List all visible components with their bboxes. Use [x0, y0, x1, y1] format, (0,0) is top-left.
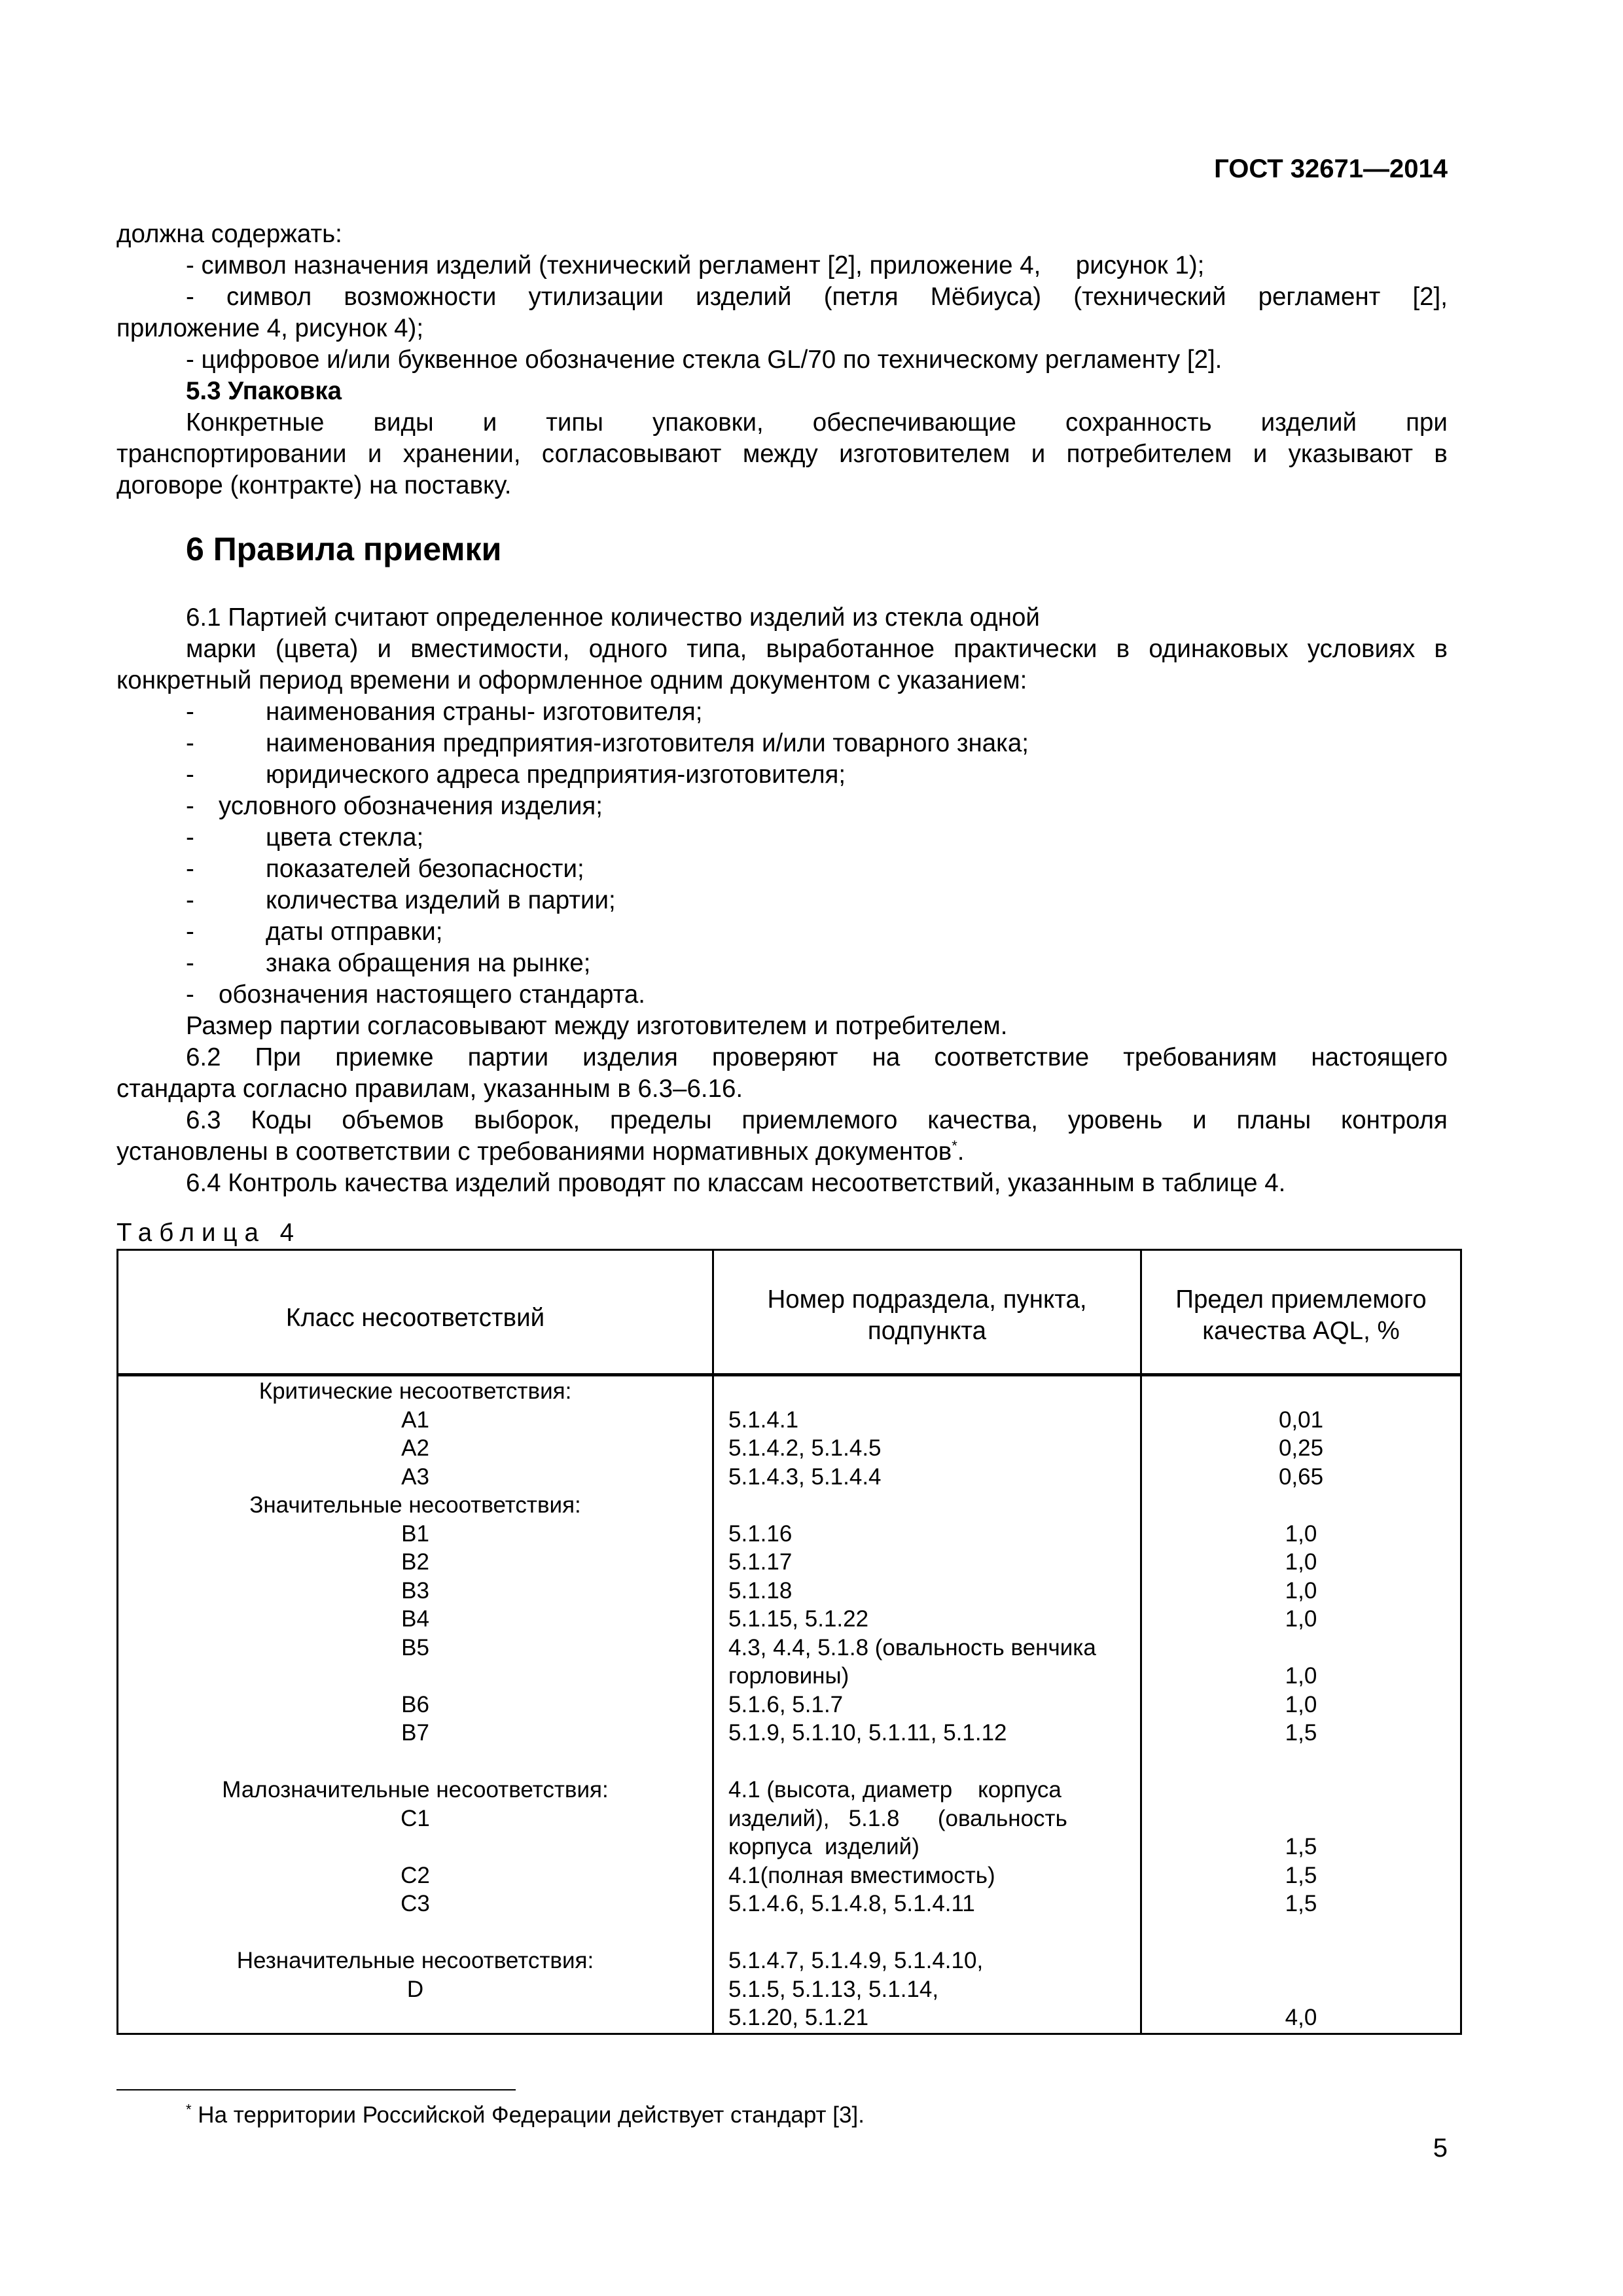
table-cell-class: C1	[401, 1805, 430, 1831]
justified-line	[116, 439, 1448, 470]
list-item: юридического адреса предприятия-изготовителя;	[266, 761, 846, 789]
table-cell-aql: 1,5	[1285, 1834, 1317, 1859]
table-cell-aql: 1,5	[1285, 1720, 1317, 1746]
table-title: Таблица 4	[116, 1219, 302, 1247]
table-header-class: Класс несоответствий	[285, 1304, 545, 1332]
word: при	[1406, 408, 1448, 437]
justified-line	[186, 634, 1448, 665]
paragraph-line: конкретный период времени и оформленное одним документом с указанием:	[116, 666, 1027, 694]
word: Коды	[251, 1106, 312, 1134]
word: и	[1192, 1106, 1207, 1134]
table-cell-class: C2	[401, 1862, 430, 1888]
word: транспортировании	[116, 440, 347, 468]
word: обеспечивающие	[812, 408, 1016, 437]
word: символ	[226, 283, 312, 311]
word: изготовителем	[839, 440, 1010, 468]
paragraph-line	[116, 1136, 964, 1168]
table-cell-class: B7	[401, 1720, 429, 1746]
word: объемов	[342, 1106, 444, 1134]
table-cell-aql: 1,0	[1285, 1577, 1317, 1604]
table-cell-class: B5	[401, 1634, 429, 1660]
word: потребителем	[1066, 440, 1232, 468]
word: и	[367, 440, 382, 468]
list-item: количества изделий в партии;	[266, 886, 616, 914]
word: проверяют	[711, 1043, 838, 1071]
footnote-mark: *	[186, 2101, 192, 2118]
table-header-aql	[1142, 1284, 1460, 1347]
word: утилизации	[528, 283, 664, 311]
table-cell-aql: 1,0	[1285, 1549, 1317, 1575]
table-cell-class: B4	[401, 1606, 429, 1632]
paragraph-line: 6.1 Партией считают определенное количество изделий из стекла одной	[186, 603, 1040, 632]
list-item: наименования страны- изготовителя;	[266, 698, 703, 726]
word: типы	[546, 408, 603, 437]
header-line: качества AQL, %	[1202, 1317, 1400, 1345]
word: настоящего	[1311, 1043, 1448, 1071]
word: в	[1434, 440, 1448, 468]
table-cell-section: 5.1.15, 5.1.22	[728, 1606, 869, 1632]
list-item: знака обращения на рынке;	[266, 949, 591, 977]
table-cell-class: C3	[401, 1891, 430, 1916]
word: приемлемого	[741, 1106, 898, 1134]
dash: -	[186, 698, 194, 726]
table-cell-aql: 1,5	[1285, 1891, 1317, 1916]
table-cell-section: 4.1(полная вместимость)	[728, 1862, 995, 1888]
word: выборок,	[474, 1106, 580, 1134]
table-cell-class: A3	[401, 1463, 429, 1490]
word: изделий	[696, 283, 792, 311]
word: пределы	[610, 1106, 712, 1134]
word: (технический	[1073, 283, 1226, 311]
word: выработанное	[766, 635, 935, 663]
word: контроля	[1340, 1106, 1448, 1134]
word: регламент	[1258, 283, 1381, 311]
section-title: 5.3 Упаковка	[186, 377, 342, 405]
word: виды	[373, 408, 434, 437]
word: в	[1116, 635, 1130, 663]
header-line: подпункта	[867, 1317, 987, 1345]
table-cell-aql: 1,0	[1285, 1663, 1317, 1689]
table-cell-section: 5.1.20, 5.1.21	[728, 2005, 869, 2030]
paragraph-line: 6.4 Контроль качества изделий проводят по классам несоответствий, указанным в таблице 4.	[186, 1169, 1286, 1197]
word: партии	[467, 1043, 549, 1071]
table-cell-class: B2	[401, 1549, 429, 1575]
word: сохранность	[1065, 408, 1212, 437]
section-heading: 6 Правила приемки	[186, 531, 502, 567]
table-cell-section: изделий), 5.1.8 (овальность	[728, 1805, 1067, 1831]
word: качества,	[927, 1106, 1039, 1134]
word: требованиям	[1123, 1043, 1277, 1071]
list-item: обозначения настоящего стандарта.	[219, 980, 645, 1009]
word: и	[482, 408, 497, 437]
list-item: даты отправки;	[266, 918, 443, 946]
dash: -	[186, 729, 194, 757]
table-col-divider	[712, 1249, 714, 2035]
word: условиях	[1307, 635, 1416, 663]
table-cell-section: 5.1.4.6, 5.1.4.8, 5.1.4.11	[728, 1891, 975, 1916]
footnote-rule	[116, 2089, 516, 2090]
justified-line	[186, 281, 1448, 313]
table-cell-aql: 0,65	[1278, 1463, 1324, 1490]
word: (цвета)	[275, 635, 359, 663]
word: 6.3	[186, 1106, 221, 1134]
table-cell-class: A2	[401, 1435, 429, 1461]
word: [2],	[1412, 283, 1448, 311]
word: между	[742, 440, 818, 468]
justified-line	[186, 407, 1448, 439]
word: При	[255, 1043, 302, 1071]
table-cell-section: 5.1.4.7, 5.1.4.9, 5.1.4.10,	[728, 1948, 984, 1973]
word: -	[186, 283, 194, 311]
word: марки	[186, 635, 257, 663]
intro-line: - цифровое и/или буквенное обозначение стекла GL/70 по техническому регламенту [2].	[186, 346, 1222, 374]
table-cell-section: 5.1.4.2, 5.1.4.5	[728, 1435, 882, 1461]
word: изделия	[582, 1043, 678, 1071]
table-cell-section: корпуса изделий)	[728, 1834, 919, 1859]
table-cell-class: Значительные несоответствия:	[249, 1492, 581, 1518]
table-cell-class: D	[406, 1976, 424, 2002]
table-cell-aql: 4,0	[1285, 2005, 1317, 2030]
word: на	[872, 1043, 901, 1071]
table-cell-section: 4.3, 4.4, 5.1.8 (овальность венчика	[728, 1634, 1096, 1660]
word: типа,	[687, 635, 747, 663]
dash: -	[186, 980, 194, 1009]
table-cell-aql: 0,25	[1278, 1435, 1324, 1461]
word: 6.2	[186, 1043, 221, 1071]
table-header-divider	[116, 1373, 1462, 1376]
table-cell-section: горловины)	[728, 1663, 849, 1689]
dash: -	[186, 918, 194, 946]
word: уровень	[1067, 1106, 1163, 1134]
table-cell-section: 5.1.9, 5.1.10, 5.1.11, 5.1.12	[728, 1720, 1007, 1746]
word: планы	[1236, 1106, 1311, 1134]
table-cell-section: 5.1.18	[728, 1577, 793, 1604]
table-cell-class: B1	[401, 1520, 429, 1547]
word: соответствие	[934, 1043, 1090, 1071]
word: и	[1253, 440, 1268, 468]
footnote-text: На территории Российской Федерации действует стандарт [3].	[198, 2102, 865, 2128]
word: (петля	[823, 283, 899, 311]
table-cell-section: 5.1.4.1	[728, 1407, 799, 1433]
header-line: Предел приемлемого	[1175, 1285, 1427, 1314]
word: Мёбиуса)	[930, 283, 1042, 311]
word: и	[1031, 440, 1046, 468]
dash: -	[186, 823, 194, 852]
dash: -	[186, 886, 194, 914]
list-item: наименования предприятия-изготовителя и/или товарного знака;	[266, 729, 1029, 757]
intro-line: должна содержать:	[116, 220, 342, 248]
word: практически	[954, 635, 1097, 663]
table-border-top	[116, 1249, 1462, 1251]
table-cell-class: Незначительные несоответствия:	[236, 1948, 594, 1973]
dash: -	[186, 949, 194, 977]
table-cell-aql: 1,0	[1285, 1520, 1317, 1547]
table-cell-aql: 0,01	[1278, 1407, 1324, 1433]
table-cell-section: 5.1.16	[728, 1520, 793, 1547]
document-header: ГОСТ 32671—2014	[1214, 154, 1448, 183]
justified-line	[186, 1105, 1448, 1136]
intro-line: приложение 4, рисунок 4);	[116, 314, 424, 342]
justified-line	[186, 1042, 1448, 1073]
table-border-right	[1460, 1249, 1462, 2035]
table-cell-class: Критические несоответствия:	[259, 1378, 572, 1404]
word: хранении,	[402, 440, 521, 468]
word: упаковки,	[652, 408, 764, 437]
paragraph-line: договоре (контракте) на поставку.	[116, 471, 512, 499]
word: одинаковых	[1149, 635, 1289, 663]
table-cell-class: B6	[401, 1691, 429, 1717]
paragraph-text: установлены в соответствии с требованиями нормативных документов	[116, 1138, 952, 1166]
dash: -	[186, 761, 194, 789]
intro-line: - символ назначения изделий (технический регламент [2], приложение 4, рисунок 1);	[186, 251, 1205, 279]
table-cell-class: A1	[401, 1407, 429, 1433]
word: и	[377, 635, 392, 663]
paragraph-line: стандарта согласно правилам, указанным в 6.3–6.16.	[116, 1075, 743, 1103]
word: возможности	[344, 283, 497, 311]
footnote	[186, 2102, 865, 2128]
table-cell-section: 5.1.5, 5.1.13, 5.1.14,	[728, 1976, 939, 2002]
word: приемке	[335, 1043, 434, 1071]
paragraph-end: .	[957, 1138, 965, 1166]
dash: -	[186, 792, 194, 820]
word: указывают	[1288, 440, 1414, 468]
table-border-bottom	[116, 2033, 1462, 2035]
word: вместимости,	[410, 635, 570, 663]
list-item: цвета стекла;	[266, 823, 424, 852]
table-cell-section: 5.1.6, 5.1.7	[728, 1691, 844, 1717]
footnote-mark[interactable]: *	[952, 1138, 957, 1155]
word: Конкретные	[186, 408, 325, 437]
table-cell-section: 5.1.17	[728, 1549, 793, 1575]
table-cell-class: Малозначительные несоответствия:	[222, 1777, 609, 1803]
table-cell-aql: 1,5	[1285, 1862, 1317, 1888]
word: одного	[588, 635, 668, 663]
word: изделий	[1260, 408, 1357, 437]
header-line: Номер подраздела, пункта,	[767, 1285, 1087, 1314]
word: согласовывают	[541, 440, 722, 468]
table-cell-aql: 1,0	[1285, 1606, 1317, 1632]
page-number: 5	[1433, 2134, 1448, 2162]
list-item: показателей безопасности;	[266, 855, 584, 883]
dash: -	[186, 855, 194, 883]
table-header-section	[714, 1284, 1140, 1347]
paragraph-line: Размер партии согласовывают между изготовителем и потребителем.	[186, 1012, 1008, 1040]
list-item: условного обозначения изделия;	[219, 792, 603, 820]
table-cell-aql: 1,0	[1285, 1691, 1317, 1717]
table-cell-class: B3	[401, 1577, 429, 1604]
table-cell-section: 5.1.4.3, 5.1.4.4	[728, 1463, 882, 1490]
table-cell-section: 4.1 (высота, диаметр корпуса	[728, 1777, 1061, 1803]
word: в	[1434, 635, 1448, 663]
